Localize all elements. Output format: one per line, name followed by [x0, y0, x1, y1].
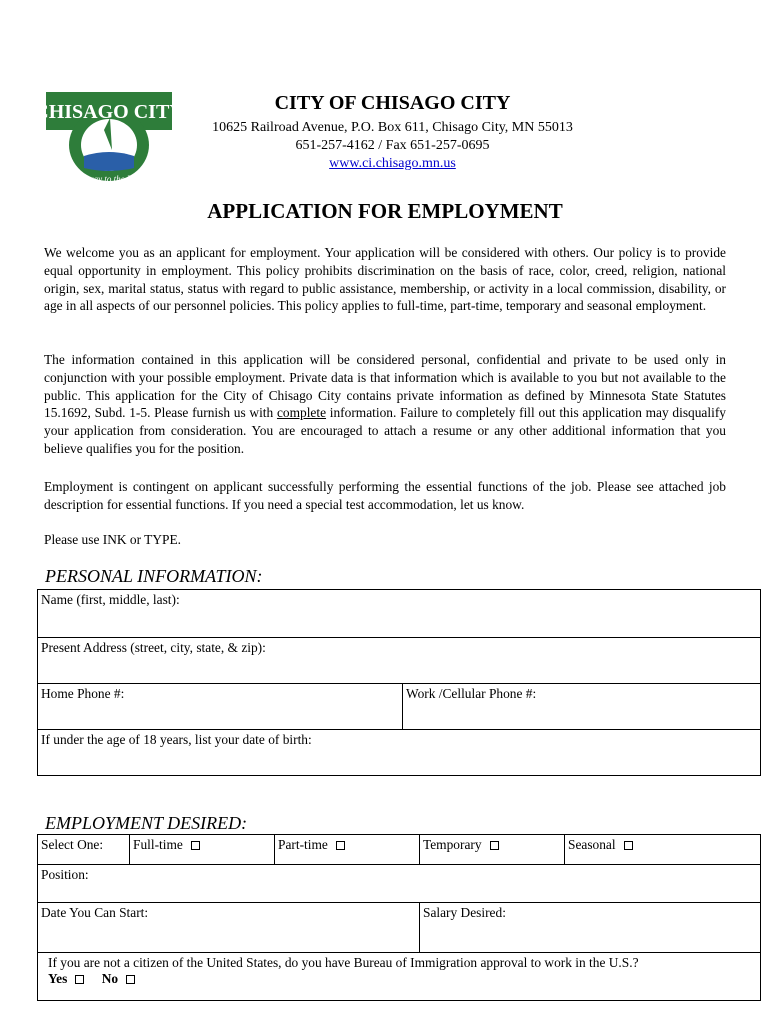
no-checkbox[interactable]	[126, 975, 135, 984]
address-field[interactable]: Present Address (street, city, state, & zip):	[38, 638, 761, 684]
form-title: APPLICATION FOR EMPLOYMENT	[207, 199, 563, 223]
employment-desired-table	[37, 834, 761, 1001]
org-website-link[interactable]: www.ci.chisago.mn.us	[329, 156, 456, 171]
full-time-checkbox[interactable]	[191, 841, 200, 850]
org-phone-fax: 651-257-4162 / Fax 651-257-0695	[295, 138, 490, 153]
org-address: 10625 Railroad Avenue, P.O. Box 611, Chisago City, MN 55013	[212, 120, 573, 135]
seasonal-checkbox[interactable]	[624, 841, 633, 850]
ink-instruction: Please use INK or TYPE.	[44, 532, 181, 547]
part-time-checkbox[interactable]	[336, 841, 345, 850]
temporary-option[interactable]: Temporary	[420, 835, 565, 865]
intro-paragraph-3: Employment is contingent on applicant successfully performing the essential functions of the job. Please see attached job description for essential functions. If you need a special test accommodation, let us know.	[44, 479, 726, 512]
name-field[interactable]: Name (first, middle, last):	[38, 590, 761, 638]
intro-paragraph-2: The information contained in this application will be considered personal, confidential and private to be used only in conjunction with your possible employment. Private data is that information which is available to you but not available to the public. This application for the City of Chisago City contains private information as defined by Minnesota State Statutes 15.1692, Subd. 1-5. Please furnish us with complete information. Failure to completely fill out this application may disqualify your application from consideration. You are encouraged to attach a resume or any other additional information that you believe qualifies you for the position.	[44, 352, 726, 456]
svg-text:CHISAGO CITY: CHISAGO CITY	[34, 101, 184, 123]
start-date-field[interactable]: Date You Can Start:	[38, 903, 420, 953]
dob-field[interactable]: If under the age of 18 years, list your date of birth:	[38, 730, 761, 776]
work-phone-field[interactable]: Work /Cellular Phone #:	[403, 684, 761, 730]
position-field[interactable]: Position:	[38, 865, 761, 903]
citizenship-question: If you are not a citizen of the United States, do you have Bureau of Immigration approval to work in the U.S.? Yes No	[38, 953, 761, 1001]
select-one-label: Select One:	[38, 835, 130, 865]
temporary-checkbox[interactable]	[490, 841, 499, 850]
org-contact	[185, 119, 600, 173]
intro-paragraph-1: We welcome you as an applicant for employment. Your application will be considered with others. Our policy is to provide equal opportunity in employment. This policy prohibits discrimination on the basis of race, color, creed, religion, national origin, sex, marital status, status with regard to public assistance, membership, or activity in a local commission, disability, or age in all aspects of our personnel policies. This policy applies to full-time, part-time, temporary and seasonal employment.	[44, 245, 726, 314]
home-phone-field[interactable]: Home Phone #:	[38, 684, 403, 730]
seasonal-option[interactable]: Seasonal	[565, 835, 761, 865]
yes-checkbox[interactable]	[75, 975, 84, 984]
personal-info-table	[37, 589, 761, 776]
personal-info-heading: PERSONAL INFORMATION:	[45, 566, 263, 586]
part-time-option[interactable]: Part-time	[275, 835, 420, 865]
org-name: CITY OF CHISAGO CITY	[274, 92, 511, 114]
salary-field[interactable]: Salary Desired:	[420, 903, 761, 953]
svg-text:Gateway to the Lakes: Gateway to the Lakes	[70, 174, 148, 184]
full-time-option[interactable]: Full-time	[130, 835, 275, 865]
employment-desired-heading: EMPLOYMENT DESIRED:	[45, 813, 248, 833]
city-logo	[34, 90, 184, 186]
